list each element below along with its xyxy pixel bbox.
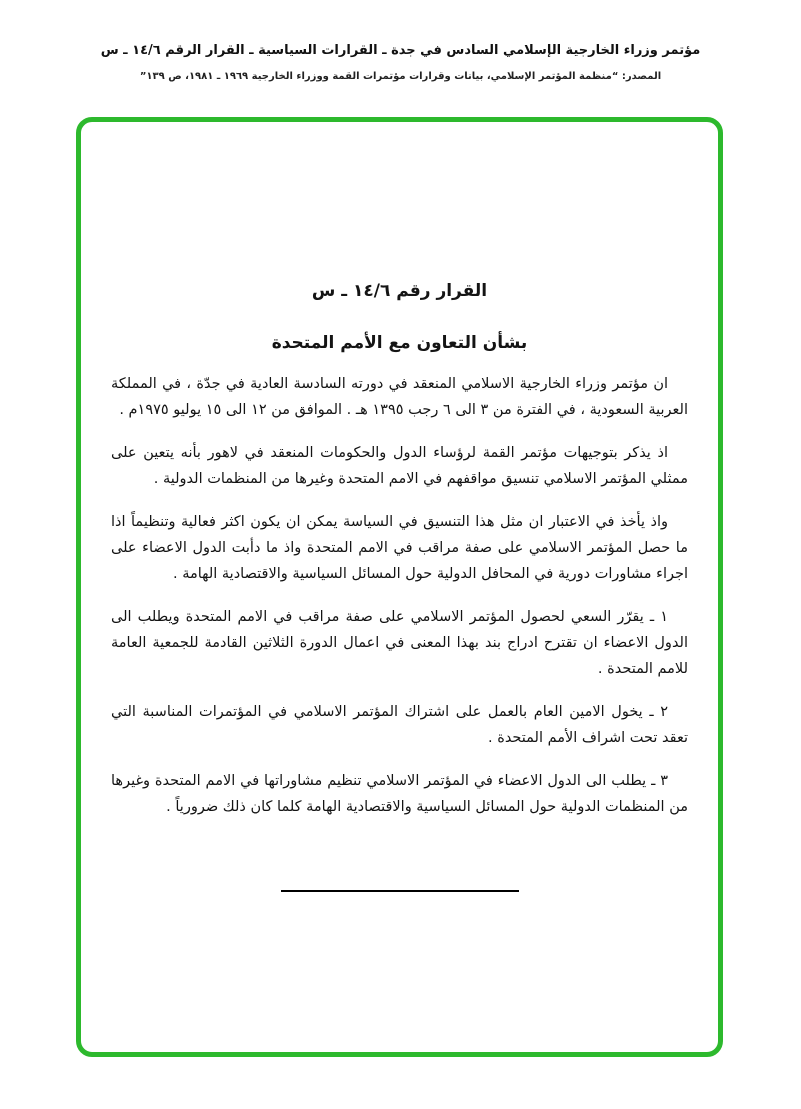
preamble-paragraph-2: اذ يذكر بتوجيهات مؤتمر القمة لرؤساء الدول والحكومات المنعقد في لاهور بأنه يتعين على ممثلي المؤتمر الاسلامي تنسيق مواقفهم في الامم المتحدة وغيرها من المنظمات الدولية . [111,445,688,487]
resolution-number-title: القرار رقم ١٤/٦ ـ س [311,281,488,301]
preamble-paragraph-3: واذ يأخذ في الاعتبار ان مثل هذا التنسيق في السياسة يمكن ان يكون اكثر فعالية وتنظيماً اذا ما حصل المؤتمر الاسلامي على صفة مراقب في الامم المتحدة واذ ما دأبت الدول الاعضاء على اجراء مشاورات دورية في المحافل الدولية حول المسائل السياسية والاقتصادية الهامة . [111,514,688,582]
end-divider-rule [281,890,519,892]
preamble-paragraph-1: ان مؤتمر وزراء الخارجية الاسلامي المنعقد في دورته السادسة العادية في جدّة ، في المملكة العربية السعودية ، في الفترة من ٣ الى ٦ رجب ١٣٩٥ هـ . الموافق من ١٢ الى ١٥ يوليو ١٩٧٥م . [111,376,688,418]
document-frame [76,117,723,1057]
document-body [81,122,718,892]
header-citation-title: مؤتمر وزراء الخارجية الإسلامي السادس في جدة ـ القرارات السياسية ـ القرار الرقم ١٤/٦ ـ س [100,43,701,58]
operative-clause-3: ٣ ـ يطلب الى الدول الاعضاء في المؤتمر الاسلامي تنظيم مشاوراتها في الامم المتحدة وغيرها من المنظمات الدولية حول المسائل السياسية والاقتصادية الهامة كلما كان ذلك ضرورياً . [111,773,688,815]
operative-clause-2: ٢ ـ يخول الامين العام بالعمل على اشتراك المؤتمر الاسلامي في المؤتمرات المناسبة التي تعقد تحت اشراف الأمم المتحدة . [111,704,688,746]
document-header [0,42,801,84]
header-source-line: المصدر: “منظمة المؤتمر الإسلامي، بيانات وقرارات مؤتمرات القمة ووزراء الخارجية ١٩٦٩ ـ ١٩٨١، ص ١٣٩” [139,71,662,82]
operative-clause-1: ١ ـ يقرّر السعي لحصول المؤتمر الاسلامي على صفة مراقب في الامم المتحدة ويطلب الى الدول الاعضاء ان تقترح ادراج بند بهذا المعنى في اعمال الدورة الثلاثين القادمة للجمعية العامة للامم المتحدة . [111,609,688,677]
resolution-subject-title: بشأن التعاون مع الأمم المتحدة [271,333,528,353]
